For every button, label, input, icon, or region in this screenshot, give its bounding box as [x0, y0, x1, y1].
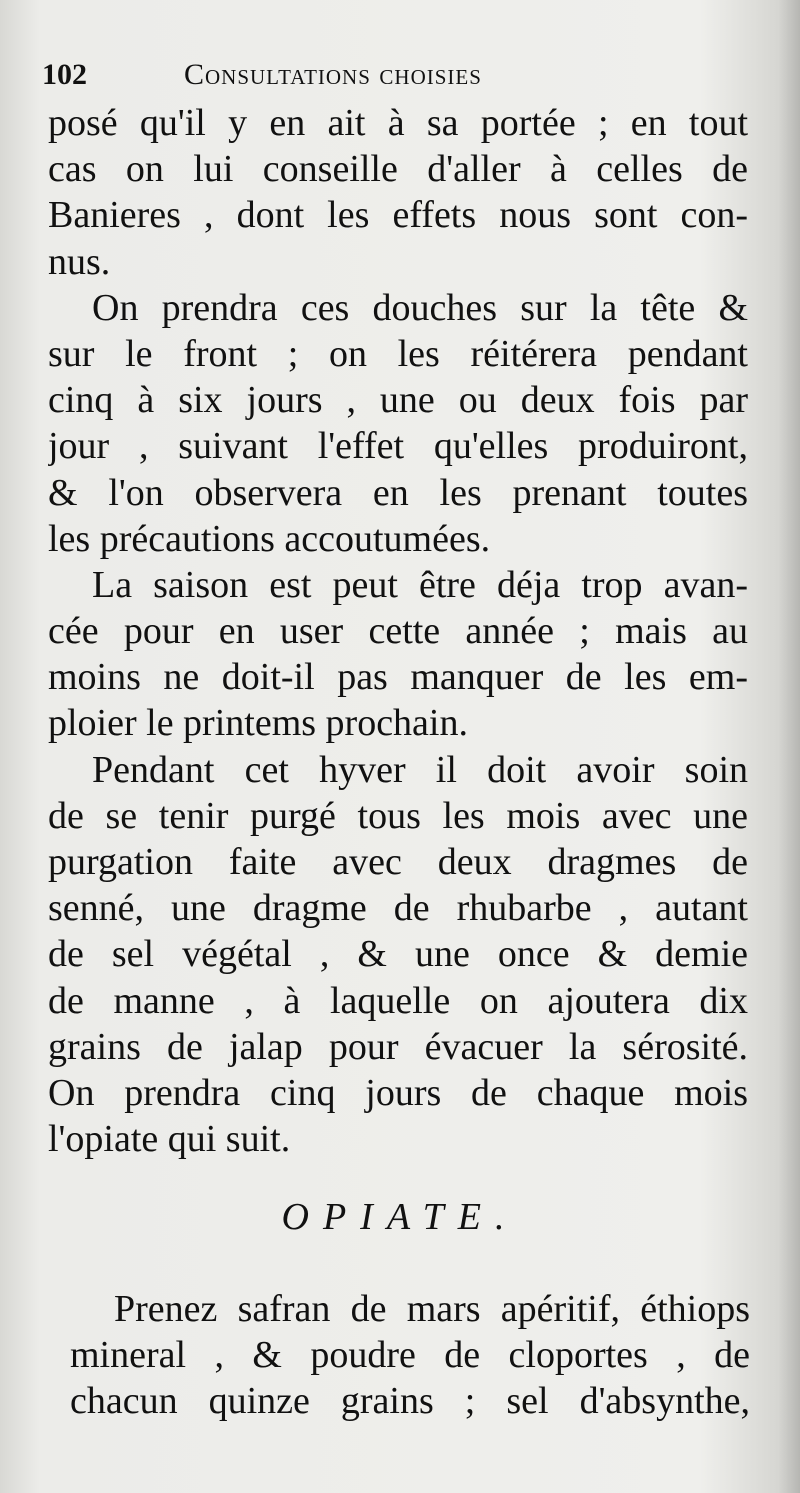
text-line: les précautions accoutumées.: [48, 517, 491, 560]
text-line: On prendra cinq jours de chaque mois: [48, 1071, 748, 1114]
text-line: Prenez safran de mars apéritif, éthiops: [114, 1288, 750, 1330]
text-line: Pendant cet hyver il doit avoir soin: [92, 748, 748, 791]
text-line: moins ne doit-il pas manquer de les em-: [48, 656, 748, 699]
text-line: grains de jalap pour évacuer la sérosité.: [48, 1025, 748, 1068]
text-line: cée pour en user cette année ; mais au: [48, 610, 748, 653]
text-line: chacun quinze grains ; sel d'absynthe,: [70, 1380, 750, 1422]
text-line: posé qu'il y en ait à sa portée ; en tout: [48, 102, 748, 144]
text-line: l'opiate qui suit.: [48, 1118, 291, 1161]
text-line: de se tenir purgé tous les mois avec une: [48, 794, 748, 837]
text-line: jour , suivant l'effet qu'elles produiront,: [48, 425, 748, 468]
text-line: La saison est peut être déja trop avan-: [92, 563, 748, 606]
text-line: purgation faite avec deux dragmes de: [48, 841, 748, 883]
text-line: & l'on observera en les prenant toutes: [48, 471, 748, 514]
running-title: Consultations choisies: [184, 58, 482, 91]
page-number: 102: [42, 58, 87, 91]
text-line: cas on lui conseille d'aller à celles de: [48, 148, 748, 191]
page-gutter-shadow: [778, 0, 800, 1493]
text-line: de manne , à laquelle on ajoutera dix: [48, 979, 748, 1022]
recipe-text: [70, 1286, 750, 1424]
section-heading: OPIATE.: [281, 1196, 519, 1238]
text-line: sur le front ; on les réitérera pendant: [48, 332, 748, 375]
body-text: [48, 100, 748, 1162]
text-line: de sel végétal , & une once & demie: [48, 933, 748, 976]
text-line: ploier le printems prochain.: [48, 702, 468, 745]
running-header: [42, 52, 742, 98]
text-line: senné, une dragme de rhubarbe , autant: [48, 887, 748, 930]
text-line: nus.: [48, 240, 111, 283]
text-line: cinq à six jours , une ou deux fois par: [48, 379, 748, 422]
text-line: mineral , & poudre de cloportes , de: [70, 1334, 750, 1376]
text-line: On prendra ces douches sur la tête &: [92, 286, 748, 329]
text-line: Banieres , dont les effets nous sont con-: [48, 194, 748, 237]
